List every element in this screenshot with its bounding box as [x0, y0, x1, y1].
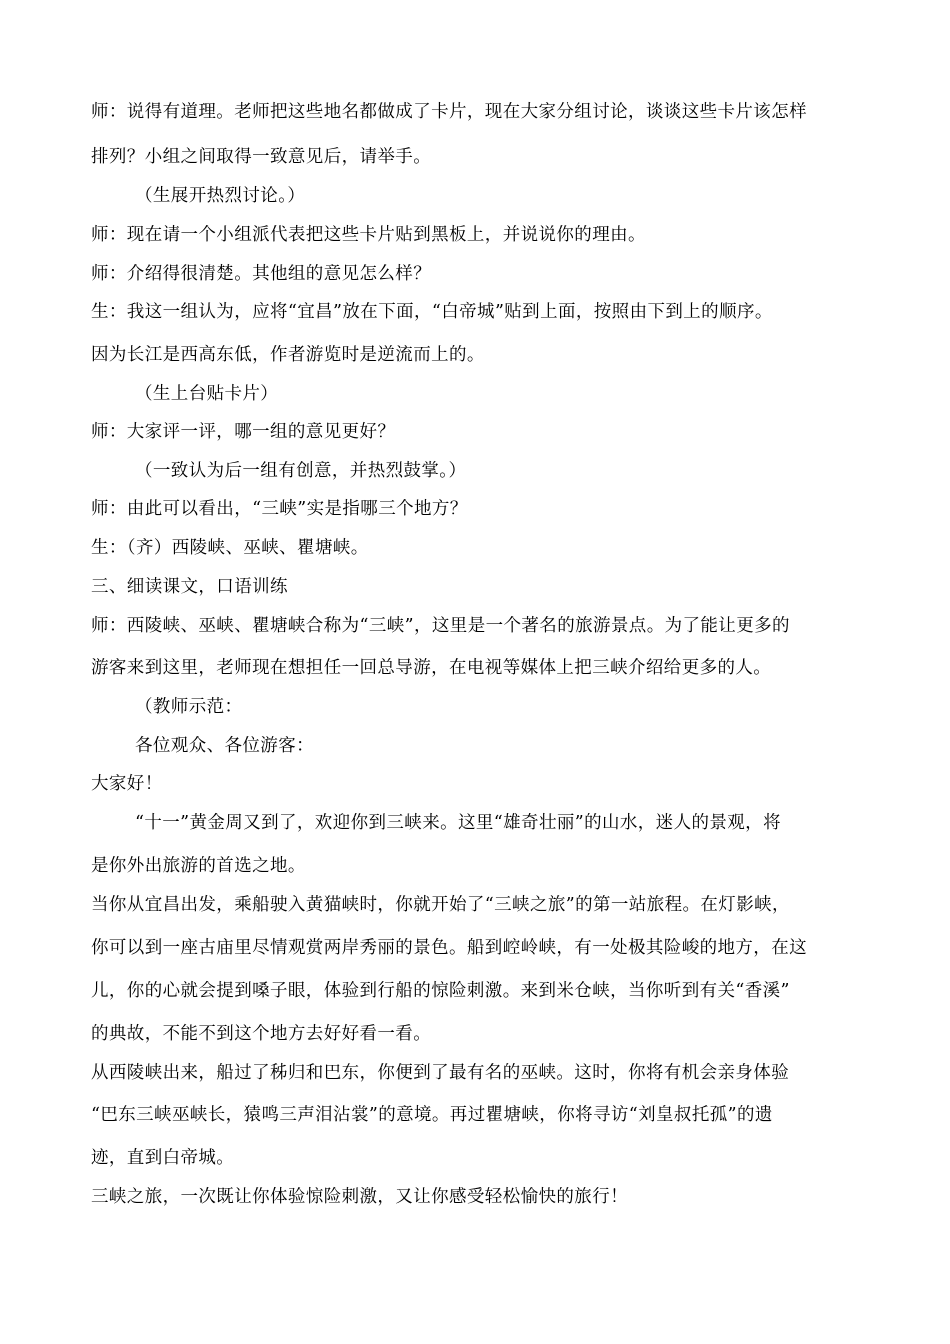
text-line: 排列？小组之间取得一致意见后，请举手。 [91, 147, 432, 167]
text-line: 师：现在请一个小组派代表把这些卡片贴到黑板上，并说说你的理由。 [91, 225, 646, 245]
text-line: 生：（齐）西陵峡、巫峡、瞿塘峡。 [91, 538, 369, 558]
text-line: 师：由此可以看出，“三峡”实是指哪三个地方？ [91, 499, 468, 519]
text-line: （一致认为后一组有创意，并热烈鼓掌。） [135, 461, 467, 481]
text-line: 各位观众、各位游客： [135, 736, 314, 756]
text-line: 你可以到一座古庙里尽情观赏两岸秀丽的景色。船到崆岭峡，有一处极其险峻的地方，在这 [91, 938, 807, 958]
text-line: 生：我这一组认为，应将“宜昌”放在下面，“白帝城”贴到上面，按照由下到上的顺序。 [91, 302, 773, 322]
text-line: “巴东三峡巫峡长，猿鸣三声泪沾裳”的意境。再过瞿塘峡，你将寻访“刘皇叔托孤”的遗 [91, 1105, 773, 1125]
text-line: （生展开热烈讨论。） [135, 186, 306, 206]
text-line: 因为长江是西高东低，作者游览时是逆流而上的。 [91, 345, 485, 365]
text-line: 游客来到这里，老师现在想担任一回总导游，在电视等媒体上把三峡介绍给更多的人。 [91, 658, 772, 678]
text-line: 大家好！ [91, 774, 163, 794]
text-line: 师：大家评一评，哪一组的意见更好？ [91, 422, 396, 442]
text-line: 师：西陵峡、巫峡、瞿塘峡合称为“三峡”，这里是一个著名的旅游景点。为了能让更多的 [91, 616, 790, 636]
text-line: 师：介绍得很清楚。其他组的意见怎么样？ [91, 264, 432, 284]
text-line: （教师示范： [135, 697, 243, 717]
text-line: 是你外出旅游的首选之地。 [91, 856, 306, 876]
text-line: 迹，直到白帝城。 [91, 1148, 235, 1168]
text-line: 的典故，不能不到这个地方去好好看一看。 [91, 1024, 432, 1044]
section-heading: 三、细读课文，口语训练 [91, 577, 288, 597]
text-line: 三峡之旅，一次既让你体验惊险刺激，又让你感受轻松愉快的旅行！ [91, 1187, 628, 1207]
text-line: “十一”黄金周又到了，欢迎你到三峡来。这里“雄奇壮丽”的山水，迷人的景观，将 [135, 813, 781, 833]
text-line: 师：说得有道理。老师把这些地名都做成了卡片，现在大家分组讨论，谈谈这些卡片该怎样 [91, 102, 807, 122]
text-line: 儿，你的心就会提到嗓子眼，体验到行船的惊险刺激。来到米仓峡，当你听到有关“香溪” [91, 981, 790, 1001]
text-line: 从西陵峡出来，船过了秭归和巴东，你便到了最有名的巫峡。这时，你将有机会亲身体验 [91, 1063, 790, 1083]
text-line: （生上台贴卡片） [135, 384, 279, 404]
text-line: 当你从宜昌出发，乘船驶入黄猫峡时，你就开始了“三峡之旅”的第一站旅程。在灯影峡， [91, 895, 790, 915]
